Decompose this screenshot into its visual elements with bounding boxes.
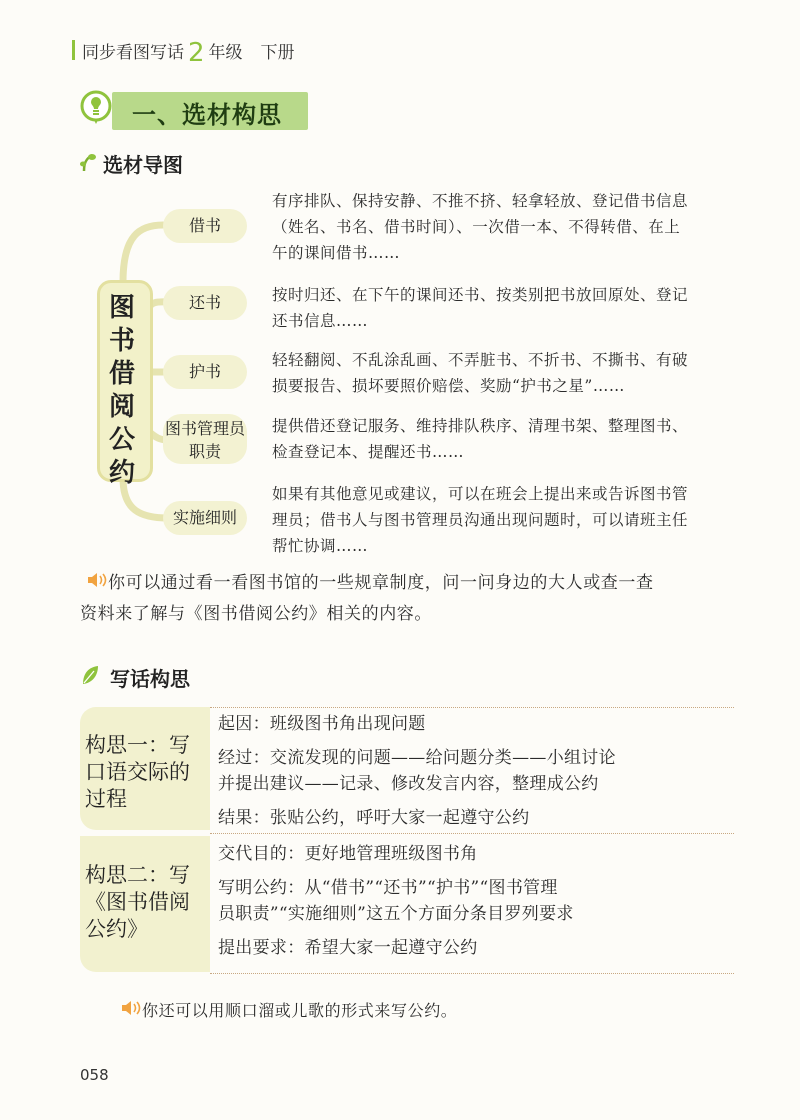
- center-char: 公: [108, 425, 135, 455]
- item-line: 提出要求：希望大家一起遵守公约: [218, 938, 478, 958]
- desc-line: 如果有其他意见或建议，可以在班会上提出来或告诉图书管: [272, 485, 689, 503]
- idea-1-label: [85, 732, 210, 813]
- desc-line: 轻轻翻阅、不乱涂乱画、不弄脏书、不折书、不撕书、有破: [272, 351, 689, 369]
- note-line: [86, 568, 746, 599]
- grade-label: 年级: [208, 43, 243, 63]
- center-char: 借: [108, 359, 135, 389]
- label-line: 构思二：写: [85, 863, 190, 887]
- idea-item: [218, 745, 738, 797]
- item-line: 员职责”“实施细则”这五个方面分条目罗列要求: [218, 904, 574, 924]
- idea-item: [218, 841, 738, 867]
- idea-1-items: [218, 711, 738, 831]
- idea-item: [218, 805, 738, 831]
- branch-borrow: [163, 209, 247, 243]
- center-char: 约: [108, 458, 135, 488]
- note-text: 你可以通过看一看图书馆的一些规章制度，问一问身边的大人或查一查: [108, 573, 654, 593]
- branch-details: [163, 501, 247, 535]
- grade-number: 2: [188, 38, 205, 68]
- item-line: 结果：张贴公约，呼吁大家一起遵守公约: [218, 808, 530, 828]
- speaker-icon: [120, 1000, 142, 1016]
- branch-label: 还书: [188, 293, 221, 312]
- desc-line: （姓名、书名、借书时间）、一次借一本、不得转借、在上: [272, 218, 681, 236]
- branch-label: 借书: [188, 216, 221, 235]
- item-line: 起因：班级图书角出现问题: [218, 714, 426, 734]
- note-line: 资料来了解与《图书借阅公约》相关的内容。: [80, 604, 432, 624]
- branch-desc-details: [272, 481, 742, 559]
- tip-note-1: [80, 568, 746, 630]
- mindmap-heading: 选材导图: [103, 153, 183, 177]
- idea-item: [218, 875, 738, 927]
- center-char: 图: [108, 293, 135, 323]
- desc-line: 有序排队、保持安静、不推不挤、轻拿轻放、登记借书信息: [272, 192, 689, 210]
- branch-label: 图书管理员: [164, 419, 245, 438]
- item-line: 经过：交流发现的问题——给问题分类——小组讨论: [218, 748, 616, 768]
- desc-line: 理员；借书人与图书管理员沟通出现问题时，可以请班主任: [272, 511, 689, 529]
- center-char: 阅: [108, 392, 135, 422]
- section-title: 一、选材构思: [132, 101, 282, 129]
- desc-line: 提供借还登记服务、维持排队秩序、清理书架、整理图书、: [272, 417, 689, 435]
- label-line: 构思一：写: [85, 733, 190, 757]
- branch-desc-care: [272, 347, 742, 399]
- center-char: 书: [108, 326, 135, 356]
- branch-return: [163, 286, 247, 320]
- branch-desc-borrow: [272, 188, 742, 266]
- table-divider: [210, 973, 734, 975]
- speaker-icon: [86, 572, 108, 588]
- item-line: 交代目的：更好地管理班级图书角: [218, 844, 478, 864]
- idea-item: [218, 711, 738, 737]
- label-line: 公约》: [85, 917, 148, 941]
- page-number: 058: [80, 1066, 109, 1084]
- tip-note-2: [120, 995, 740, 1026]
- label-line: 过程: [85, 787, 127, 811]
- branch-label: 职责: [188, 442, 221, 461]
- desc-line: 帮忙协调……: [272, 537, 369, 555]
- desc-line: 按时归还、在下午的课间还书、按类别把书放回原处、登记: [272, 286, 689, 304]
- idea-2-label: [85, 862, 210, 943]
- branch-desc-return: [272, 282, 742, 334]
- writing-heading: 写话构思: [110, 667, 190, 691]
- item-line: 并提出建议——记录、修改发言内容，整理成公约: [218, 774, 599, 794]
- branch-label: 护书: [188, 362, 221, 381]
- branch-desc-librarian: [272, 413, 742, 465]
- leaf-icon: [80, 664, 100, 686]
- idea-2-items: [218, 841, 738, 961]
- table-divider: [210, 833, 734, 835]
- branch-care: [163, 355, 247, 389]
- branch-librarian: [163, 414, 247, 464]
- desc-line: 午的课间借书……: [272, 244, 401, 262]
- idea-item: [218, 935, 738, 961]
- branch-label: 实施细则: [172, 508, 237, 527]
- note-text: 你还可以用顺口溜或儿歌的形式来写公约。: [142, 1001, 458, 1020]
- volume-label: 下册: [260, 43, 295, 63]
- table-divider: [210, 707, 734, 709]
- desc-line: 损要报告、损坏要照价赔偿、奖励“护书之星”……: [272, 377, 625, 395]
- desc-line: 检查登记本、提醒还书……: [272, 443, 465, 461]
- desc-line: 还书信息……: [272, 312, 369, 330]
- label-line: 《图书借阅: [85, 890, 190, 914]
- item-line: 写明公约：从“借书”“还书”“护书”“图书管理: [218, 878, 558, 898]
- mindmap-center-label: [102, 292, 142, 490]
- label-line: 口语交际的: [85, 760, 190, 784]
- book-title: 同步看图写话: [82, 43, 184, 63]
